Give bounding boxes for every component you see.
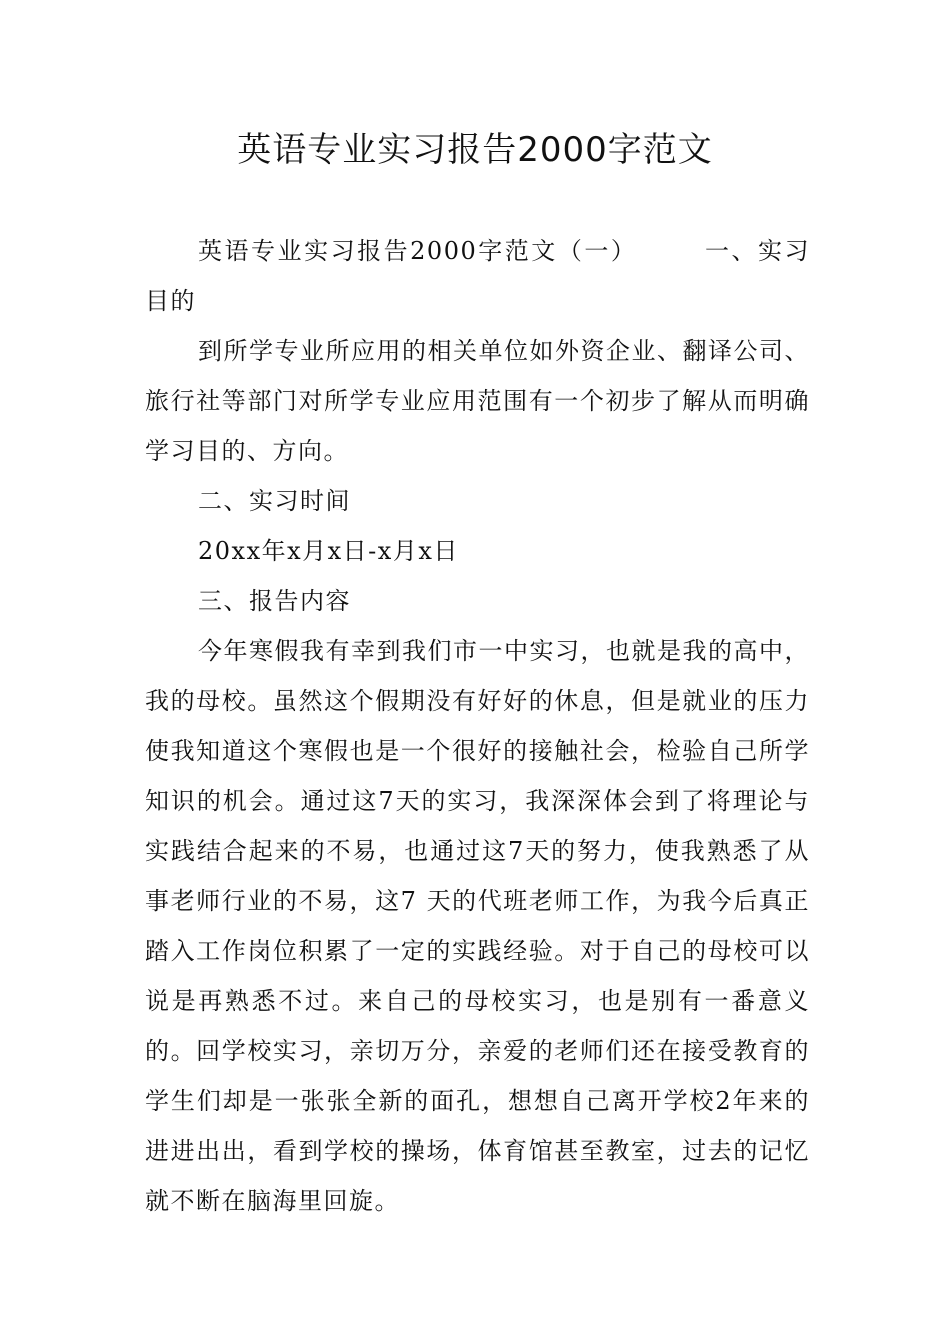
document-body: [145, 226, 810, 1226]
paragraph-intro: 英语专业实习报告2000字范文（一） 一、实习目的: [145, 237, 810, 315]
paragraph-report-body: 今年寒假我有幸到我们市一中实习，也就是我的高中，我的母校。虽然这个假期没有好好的休息，但是就业的压力使我知道这个寒假也是一个很好的接触社会，检验自己所学知识的机会。通过这7天的实习，我深深体会到了将理论与实践结合起来的不易，也通过这7天的努力，使我熟悉了从事老师行业的不易，这7 天的代班老师工作，为我今后真正踏入工作岗位积累了一定的实践经验。对于自己的母校可以说是再熟悉不过。来自己的母校实习，也是别有一番意义的。回学校实习，亲切万分，亲爱的老师们还在接受教育的学生们却是一张张全新的面孔，想想自己离开学校2年来的进进出出，看到学校的操场，体育馆甚至教室，过去的记忆就不断在脑海里回旋。: [145, 637, 810, 1215]
document-title: 英语专业实习报告2000字范文: [237, 130, 713, 170]
heading-internship-time: 二、实习时间: [198, 487, 351, 515]
paragraph-purpose: 到所学专业所应用的相关单位如外资企业、翻译公司、旅行社等部门对所学专业应用范围有一个初步了解从而明确学习目的、方向。: [145, 337, 810, 465]
heading-report-content: 三、报告内容: [198, 587, 351, 615]
paragraph-date-range: 20xx年x月x日-x月x日: [198, 537, 459, 565]
